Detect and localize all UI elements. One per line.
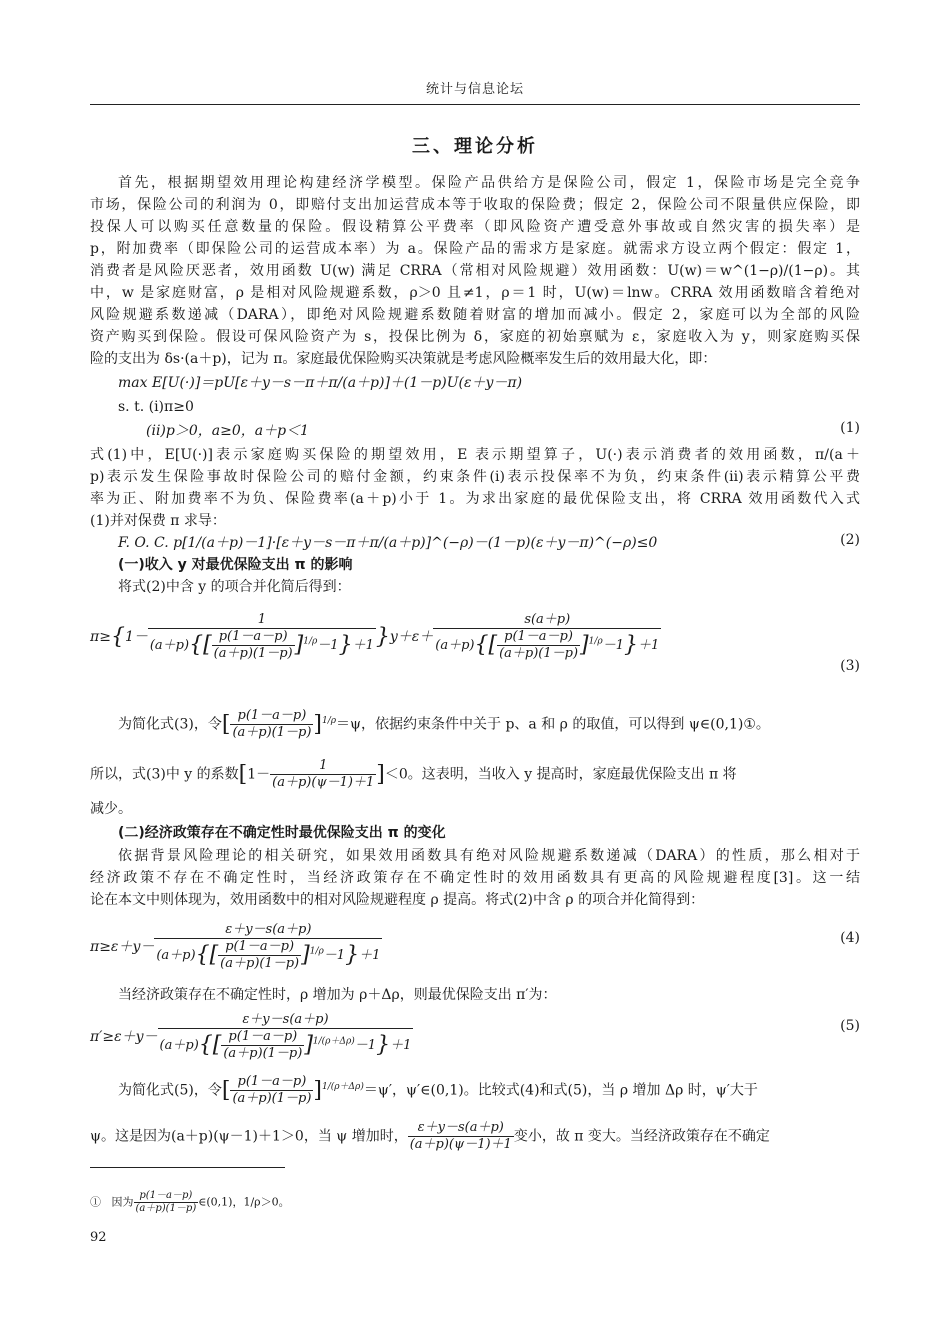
page-number: 92	[90, 1230, 107, 1245]
equation-number: (2)	[840, 532, 860, 548]
equation-3: π≥{1－ 1 (a＋p){[ $\frac{p(1-a-p)}{(a+p)(1-p)}$ ]$^{1/\rho}$－1}＋1 }y＋ε＋ s(a＋p) (a＋p){[ $\frac{p(1-a-p)}{(a+p)(1-p)}$ ]$^{1/\rho}$－1}＋1	[90, 612, 660, 661]
constraint-ii: (ii)p＞0，a≥0，a＋p＜1	[146, 423, 309, 439]
subsection-heading: (二)经济政策存在不确定性时最优保险支出 π 的变化	[118, 825, 446, 841]
paragraph-line: 风险规避系数递减（DARA），即绝对风险规避系数随着财富的增加而减小。假定 2，家庭可以为全部的风险	[90, 307, 860, 323]
paragraph-line: 首先，根据期望效用理论构建经济学模型。保险产品供给方是保险公司，假定 1，保险市场是完全竞争	[118, 175, 860, 191]
psi-definition: 为简化式(3)，令[ $\frac{p(1-a-p)}{(a+p)(1-p)}$ ]$^{1/\rho}$＝ψ，依据约束条件中关于 p、a 和 ρ 的取值，可以得到 ψ∈(0,1)①。	[118, 708, 770, 740]
equation-number: (4)	[840, 930, 860, 946]
header-rule	[90, 104, 860, 105]
equation-5: π′≥ε＋y－ ε＋y－s(a＋p) (a＋p){[ $\frac{p(1-a-p)}{(a+p)(1-p)}$ ]$^{1/(\rho+\Delta\rho)}$－1}＋1	[90, 1012, 412, 1061]
paragraph-line: 经济政策不存在不确定性时，当经济政策存在不确定性时的效用函数具有更高的风险规避程度[3]。这一结	[90, 870, 860, 886]
running-head: 统计与信息论坛	[425, 82, 524, 97]
section-title: 三、理论分析	[412, 136, 538, 157]
paragraph-line: 将式(2)中含 y 的项合并化简后得到：	[118, 579, 351, 595]
paragraph-line: 投保人可以购买任意数量的保险。假设精算公平费率（即风险资产遭受意外事故或自然灾害的损失率）是	[90, 219, 860, 235]
objective-function: max E[U(·)]＝pU[ε＋y－s－π＋π/(a＋p)]＋(1－p)U(ε＋y－π)	[118, 375, 523, 391]
footnote-rule	[90, 1167, 285, 1168]
footnote: ① 因为 $\frac{p(1-a-p)}{(a+p)(1-p)}$ ∈(0,1)，1/ρ＞0。	[90, 1190, 290, 1214]
constraint-i: s. t. (i)π≥0	[118, 399, 194, 415]
paragraph-line: 当经济政策存在不确定性时，ρ 增加为 ρ＋Δρ，则最优保险支出 π′为：	[118, 987, 557, 1003]
paragraph-line: 中，w 是家庭财富，ρ 是相对风险规避系数，ρ＞0 且≠1，ρ＝1 时，U(w)＝lnw。CRRA 效用函数暗含着绝对	[90, 285, 860, 301]
paragraph-line: 论在本文中则体现为，效用函数中的相对风险规避程度 ρ 提高。将式(2)中含 ρ 的项合并化简得到：	[90, 892, 705, 908]
paragraph-line: p)表示发生保险事故时保险公司的赔付金额，约束条件(i)表示投保率不为负，约束条件(ii)表示精算公平费	[90, 469, 860, 485]
paragraph-line: 率为正、附加费率不为负、保险费率(a＋p)小于 1。为求出家庭的最优保险支出，将 CRRA 效用函数代入式	[90, 491, 860, 507]
equation-number: (3)	[840, 658, 860, 674]
paragraph-line: 依据背景风险理论的相关研究，如果效用函数具有绝对风险规避系数递减（DARA）的性质，那么相对于	[118, 848, 860, 864]
paragraph-line: p，附加费率（即保险公司的运营成本率）为 a。保险产品的需求方是家庭。就需求方设立两个假定：假定 1，	[90, 241, 860, 257]
equation-number: (1)	[840, 420, 860, 436]
comparison-sentence: ψ。这是因为(a＋p)(ψ－1)＋1＞0，当 ψ 增加时， $\frac{\varepsilon+y-s(a+p)}{(a+p)(\psi-1)+1}$ 变小，故 π 变大。当经济政策存在不确定	[90, 1120, 770, 1152]
paragraph-line: 消费者是风险厌恶者，效用函数 U(w) 满足 CRRA（常相对风险规避）效用函数：U(w)＝w^(1−ρ)/(1−ρ)。其	[90, 263, 860, 279]
paragraph-line: 资产购买到保险。假设可保风险资产为 s，投保比例为 δ，家庭的初始禀赋为 ε，家庭收入为 y，则家庭购买保	[90, 329, 860, 345]
paragraph-line: 式(1)中，E[U(·)]表示家庭购买保险的期望效用，E 表示期望算子，U(·)表示消费者的效用函数，π/(a＋	[90, 447, 860, 463]
paragraph-line: 减少。	[90, 801, 132, 817]
psi-prime-definition: 为简化式(5)，令[ $\frac{p(1-a-p)}{(a+p)(1-p)}$ ]$^{1/(\rho+\Delta\rho)}$＝ψ′，ψ′∈(0,1)。比较式(4)和式(5)，当 ρ 增加 Δρ 时，ψ′大于	[118, 1074, 758, 1106]
coefficient-sentence: 所以，式(3)中 y 的系数[1－ $\frac{1}{(a+p)(\psi-1)+1}$ ]＜0。这表明，当收入 y 提高时，家庭最优保险支出 π 将	[90, 758, 737, 790]
first-order-condition: F. O. C. p[1/(a＋p)－1]·[ε＋y－s－π＋π/(a＋p)]^(−ρ)－(1－p)(ε＋y－π)^(−ρ)≤0	[118, 535, 658, 551]
paragraph-line: 市场，保险公司的利润为 0，即赔付支出加运营成本等于收取的保险费；假定 2，保险公司不限量供应保险，即	[90, 197, 860, 213]
paragraph-line: 险的支出为 δs·(a＋p)，记为 π。家庭最优保险购买决策就是考虑风险概率发生后的效用最大化，即：	[90, 351, 717, 367]
equation-number: (5)	[840, 1018, 860, 1034]
equation-4: π≥ε＋y－ ε＋y－s(a＋p) (a＋p){[ $\frac{p(1-a-p)}{(a+p)(1-p)}$ ]$^{1/\rho}$－1}＋1	[90, 922, 381, 971]
paragraph-line: (1)并对保费 π 求导：	[90, 513, 226, 529]
subsection-heading: (一)收入 y 对最优保险支出 π 的影响	[118, 557, 353, 573]
